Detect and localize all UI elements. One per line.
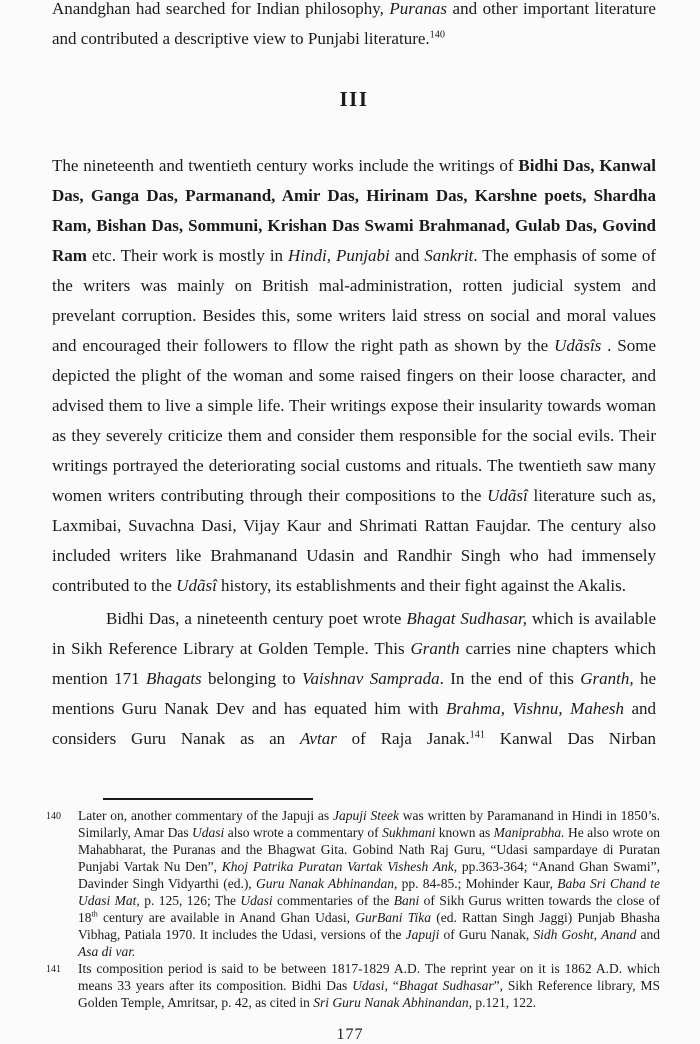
footnote-text: Later on, another commentary of the Japuji as Japuji Steek was written by Paramanand in Hindi in 1850’s. Similarly, Amar Das Udasi also wrote a commentary of Sukhmani known as Maniprabha. He also wrote on Mahabharat, the Puranas and the Bhagwat Gita. Gobind Nath Raj Guru, “Udasi sampardaye di Puratan Punjabi Vartak Nu Den”, Khoj Patrika Puratan Vartak Vishesh Ank, pp.363-364; “Anand Ghan Swami”, Davinder Singh Vidyarthi (ed.), Guru Nanak Abhinandan, pp. 84-85.; Mohinder Kaur, Baba Sri Chand te Udasi Mat, p. 125, 126; The Udasi commentaries of the Bani of Sikh Gurus written towards the close of 18th century are available in Anand Ghan Udasi, GurBani Tika (ed. Rattan Singh Jaggi) Punjab Bhasha Vibhag, Patiala 1970. It includes the Udasi, versions of the Japuji of Guru Nanak, Sidh Gosht, Anand and Asa di var. (78, 808, 661, 959)
footnote-text: Its composition period is said to be between 1817-1829 A.D. The reprint year on it is 1862 A.D. which means 33 years after its composition. Bidhi Das Udasi, “Bhagat Sudhasar”, Sikh Reference library, MS Golden Temple, Amritsar, p. 42, as cited in Sri Guru Nanak Abhinandan, p.121, 122. (78, 961, 661, 1010)
footnote-area (0, 790, 700, 1011)
footnote-141 (46, 960, 661, 1011)
paragraph-overview: The nineteenth and twentieth century works include the writings of Bidhi Das, Kanwal Das, Ganga Das, Parmanand, Amir Das, Hirinam Das, Karshne poets, Shardha Ram, Bishan Das, Sommuni, Krishan Das Swami Brahmanad, Gulab Das, Govind Ram etc. Their work is mostly in Hindi, Punjabi and Sankrit. The emphasis of some of the writers was mainly on British mal-administration, rotten judicial system and prevelant corruption. Besides this, some writers laid stress on social and moral values and encouraged their followers to fllow the right path as shown by the Udãsîs . Some depicted the plight of the woman and some raised fingers on their loose character, and advised them to live a simple life. Their writings expose their insularity towards woman as they severely criticize them and consider them responsible for the social evils. Their writings portrayed the deteriorating social customs and rituals. The twentieth saw many women writers contributing through their compositions to the Udãsî literature such as, Laxmibai, Suvachna Dasi, Vijay Kaur and Shrimati Rattan Faujdar. The century also included writers like Brahmanand Udasin and Randhir Singh who had immensely contributed to the Udãsî history, its establishments and their fight against the Akalis. (52, 156, 656, 595)
paragraph-bidhi-das: Bidhi Das, a nineteenth century poet wrote Bhagat Sudhasar, which is available in Sikh Reference Library at Golden Temple. This Granth carries nine chapters which mention 171 Bhagats belonging to Vaishnav Samprada. In the end of this Granth, he mentions Guru Nanak Dev and has equated him with Brahma, Vishnu, Mahesh and considers Guru Nanak as an Avtar of Raja Janak.$^{141}$ Kanwal Das Nirban (52, 609, 657, 748)
page-number: 177 (336, 1026, 364, 1043)
footnote-separator (103, 798, 313, 800)
section-heading: III (339, 87, 369, 111)
footnote-number: 140 (46, 811, 61, 822)
footnote-140 (46, 807, 661, 960)
top-paragraph-fragment: Anandghan had searched for Indian philosophy, Puranas and other important literature and contributed a descriptive view to Punjabi literature.$^{140}$ (52, 0, 656, 48)
footnote-number: 141 (46, 964, 61, 975)
